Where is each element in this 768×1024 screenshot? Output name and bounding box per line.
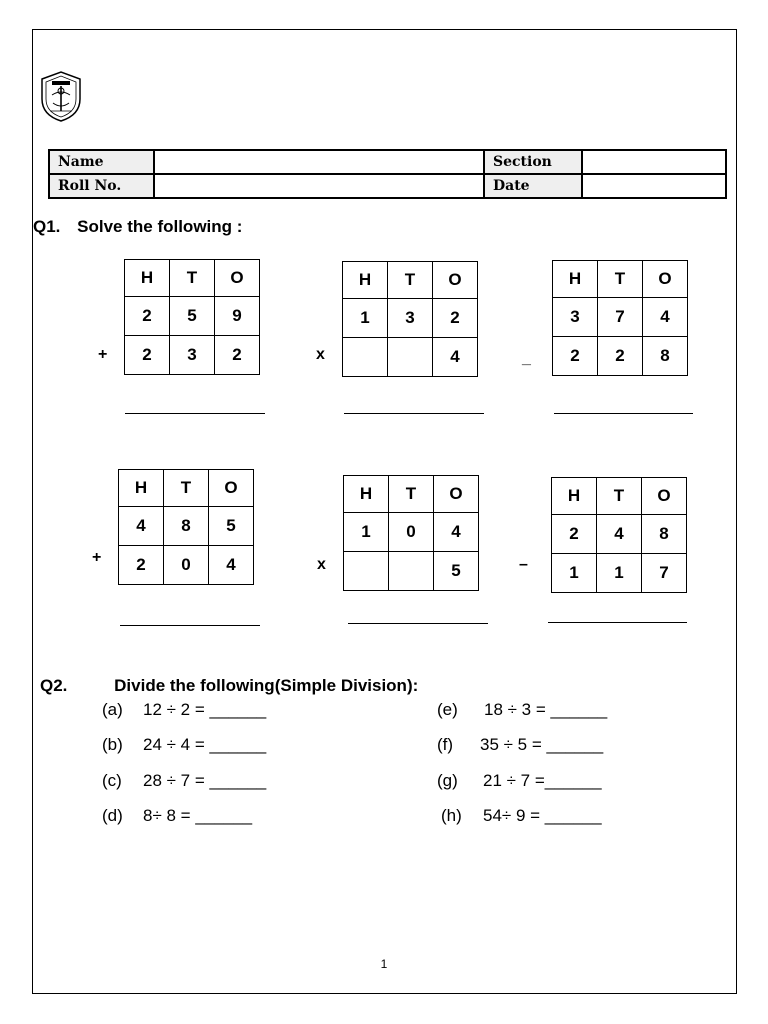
digit-cell: 2 <box>125 336 170 375</box>
division-expression[interactable]: 54÷ 9 = ______ <box>483 806 602 825</box>
division-label: (h) <box>441 806 462 825</box>
answer-line[interactable] <box>125 413 265 414</box>
division-expression[interactable]: 18 ÷ 3 = ______ <box>484 700 608 719</box>
digit-cell[interactable] <box>344 552 389 591</box>
q1-heading <box>33 217 242 237</box>
digit-cell[interactable] <box>389 552 434 591</box>
digit-cell: 7 <box>598 298 643 337</box>
operator-sign: + <box>92 549 102 566</box>
division-label: (g) <box>437 771 458 790</box>
digit-cell: 3 <box>388 299 433 338</box>
digit-cell: 8 <box>642 515 687 554</box>
digit-cell: 1 <box>597 554 642 593</box>
column-header: T <box>170 260 215 297</box>
answer-line[interactable] <box>348 623 488 624</box>
digit-cell: 1 <box>343 299 388 338</box>
division-expression[interactable]: 28 ÷ 7 = ______ <box>143 771 267 790</box>
column-header: H <box>119 470 164 507</box>
column-header: T <box>388 262 433 299</box>
column-header: H <box>552 478 597 515</box>
date-field[interactable] <box>582 174 726 198</box>
digit-cell: 9 <box>215 297 260 336</box>
division-label: (f) <box>437 735 454 754</box>
answer-line[interactable] <box>344 413 484 414</box>
division-expression[interactable]: 8÷ 8 = ______ <box>143 806 253 825</box>
digit-cell: 0 <box>164 546 209 585</box>
q2-title: Divide the following(Simple Division): <box>114 676 419 695</box>
digit-cell: 8 <box>643 337 688 376</box>
division-expression[interactable]: 24 ÷ 4 = ______ <box>143 735 267 754</box>
column-header: H <box>344 476 389 513</box>
column-header: O <box>209 470 254 507</box>
digit-cell: 2 <box>119 546 164 585</box>
name-label: Name <box>49 150 154 174</box>
division-expression[interactable]: 21 ÷ 7 =______ <box>483 771 602 790</box>
section-label: Section <box>484 150 582 174</box>
operator-sign: – <box>519 556 528 573</box>
digit-cell: 2 <box>552 515 597 554</box>
column-header: T <box>389 476 434 513</box>
roll-no-field[interactable] <box>154 174 484 198</box>
digit-cell: 4 <box>433 338 478 377</box>
q2-number: Q2. <box>40 676 68 695</box>
digit-cell: 5 <box>434 552 479 591</box>
htoh-grid <box>551 477 687 593</box>
htoh-grid <box>342 261 478 377</box>
digit-cell: 5 <box>209 507 254 546</box>
digit-cell: 4 <box>119 507 164 546</box>
column-header: H <box>125 260 170 297</box>
q1-number: Q1. <box>33 217 61 236</box>
column-header: O <box>215 260 260 297</box>
column-header: T <box>597 478 642 515</box>
division-expression[interactable]: 12 ÷ 2 = ______ <box>143 700 267 719</box>
htoh-grid <box>124 259 260 375</box>
htoh-grid <box>343 475 479 591</box>
operator-sign: x <box>316 346 325 363</box>
operator-sign: x <box>317 556 326 573</box>
digit-cell: 1 <box>344 513 389 552</box>
digit-cell: 4 <box>643 298 688 337</box>
digit-cell: 2 <box>125 297 170 336</box>
digit-cell[interactable] <box>343 338 388 377</box>
column-header: T <box>164 470 209 507</box>
division-label: (b) <box>102 735 123 754</box>
digit-cell: 7 <box>642 554 687 593</box>
digit-cell: 2 <box>215 336 260 375</box>
digit-cell: 4 <box>209 546 254 585</box>
q1-title: Solve the following : <box>77 217 243 236</box>
digit-cell: 0 <box>389 513 434 552</box>
date-label: Date <box>484 174 582 198</box>
htoh-grid <box>118 469 254 585</box>
q2-heading <box>40 676 418 696</box>
roll-no-label: Roll No. <box>49 174 154 198</box>
digit-cell: 2 <box>553 337 598 376</box>
column-header: T <box>598 261 643 298</box>
digit-cell: 2 <box>433 299 478 338</box>
column-header: H <box>553 261 598 298</box>
division-label: (d) <box>102 806 123 825</box>
page-number: 1 <box>380 957 388 971</box>
division-label: (a) <box>102 700 123 719</box>
answer-line[interactable] <box>554 413 693 414</box>
column-header: H <box>343 262 388 299</box>
school-crest-logo <box>38 69 84 123</box>
digit-cell: 3 <box>553 298 598 337</box>
htoh-grid <box>552 260 688 376</box>
digit-cell: 8 <box>164 507 209 546</box>
digit-cell: 4 <box>597 515 642 554</box>
digit-cell: 3 <box>170 336 215 375</box>
digit-cell: 5 <box>170 297 215 336</box>
answer-line[interactable] <box>120 625 260 626</box>
operator-sign: _ <box>522 350 531 367</box>
division-label: (c) <box>102 771 122 790</box>
digit-cell[interactable] <box>388 338 433 377</box>
column-header: O <box>643 261 688 298</box>
digit-cell: 2 <box>598 337 643 376</box>
column-header: O <box>434 476 479 513</box>
division-label: (e) <box>437 700 458 719</box>
division-expression[interactable]: 35 ÷ 5 = ______ <box>480 735 604 754</box>
digit-cell: 1 <box>552 554 597 593</box>
section-field[interactable] <box>582 150 726 174</box>
column-header: O <box>433 262 478 299</box>
column-header: O <box>642 478 687 515</box>
answer-line[interactable] <box>548 622 687 623</box>
operator-sign: + <box>98 346 108 363</box>
student-info-table <box>48 149 727 199</box>
name-field[interactable] <box>154 150 484 174</box>
digit-cell: 4 <box>434 513 479 552</box>
